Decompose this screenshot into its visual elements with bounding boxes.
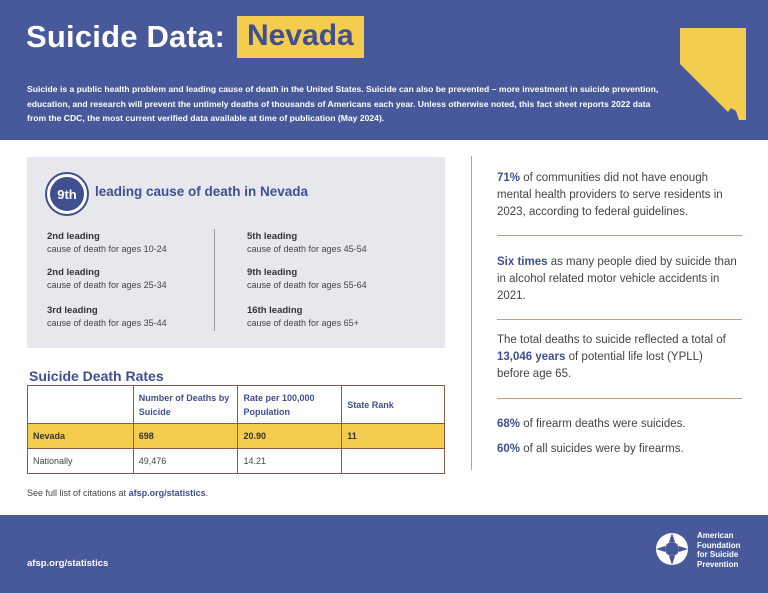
age-rank-desc: cause of death for ages 10-24 xyxy=(47,244,167,254)
stat-highlight: 60% xyxy=(497,443,521,455)
stat-divider xyxy=(497,398,742,399)
logo-line: Foundation xyxy=(697,540,741,550)
table-cell: 14.21 xyxy=(238,449,342,474)
age-rank-label: 9th leading xyxy=(247,267,298,278)
rates-title: Suicide Death Rates xyxy=(29,368,164,384)
table-header-row xyxy=(28,386,445,424)
citation-link[interactable]: afsp.org/statistics xyxy=(128,488,206,498)
age-rank-item xyxy=(247,304,417,330)
stat-text: of communities did not have enough mental health providers to serve residents in 2023, according to federal guidelines. xyxy=(497,172,723,218)
age-rank-label: 16th leading xyxy=(247,305,303,316)
table-cell: 49,476 xyxy=(133,449,238,474)
stat-text: of firearm deaths were suicides. xyxy=(520,418,686,430)
table-row-nationally xyxy=(28,449,445,474)
stat-highlight: 68% xyxy=(497,418,521,430)
age-rank-label: 3rd leading xyxy=(47,305,98,316)
afsp-logo-text xyxy=(697,531,741,569)
logo-line: for Suicide xyxy=(697,550,739,559)
rank-circle: 9th xyxy=(47,174,87,214)
rank-heading: leading cause of death in Nevada xyxy=(95,184,309,199)
intro-paragraph: Suicide is a public health problem and leading cause of death in the United States. Suicide can also be prevented – more investment in suicide prevention, education, and research will prevent the untimely deaths of thousands of Americans each year. Unless otherwise noted, this fact sheet reports 2022 data from the CDC, the most current verified data available at time of publication (May 2024). xyxy=(27,84,659,123)
table-header-cell xyxy=(28,386,134,424)
table-cell: 698 xyxy=(133,424,238,449)
table-cell: 20.90 xyxy=(238,424,342,449)
age-rank-desc: cause of death for ages 45-54 xyxy=(247,244,367,254)
stat-text: The total deaths to suicide reflected a total of xyxy=(497,334,726,346)
citation-note xyxy=(27,488,208,498)
age-rank-desc: cause of death for ages 65+ xyxy=(247,318,359,328)
age-rank-label: 2nd leading xyxy=(47,267,100,278)
state-name-badge: Nevada xyxy=(237,16,364,58)
age-rank-item xyxy=(247,266,417,292)
rates-table xyxy=(27,385,445,474)
stat-highlight: 13,046 years xyxy=(497,351,566,363)
stat-text: as many people died by suicide than in alcohol related motor vehicle accidents in 2021. xyxy=(497,256,737,302)
afsp-logo-icon xyxy=(654,531,690,567)
stat-highlight: Six times xyxy=(497,256,548,268)
age-rank-label: 5th leading xyxy=(247,231,298,242)
citation-prefix: See full list of citations at xyxy=(27,488,129,498)
title-row xyxy=(26,16,364,58)
age-rank-desc: cause of death for ages 25-34 xyxy=(47,280,167,290)
stat-highlight: 71% xyxy=(497,172,521,184)
table-cell xyxy=(342,449,445,474)
stat-firearm-deaths xyxy=(497,416,737,433)
vertical-divider xyxy=(471,156,472,470)
stat-divider xyxy=(497,235,742,236)
table-cell: Nevada xyxy=(28,424,134,449)
age-rank-item xyxy=(47,230,217,256)
stat-text: of potential life lost (YPLL) before age 65. xyxy=(497,351,703,380)
age-rank-desc: cause of death for ages 35-44 xyxy=(47,318,167,328)
column-divider xyxy=(214,229,215,331)
table-header-cell: Number of Deaths by Suicide xyxy=(133,386,238,424)
age-rank-item xyxy=(47,266,217,292)
logo-line: American xyxy=(697,531,734,540)
age-rank-label: 2nd leading xyxy=(47,231,100,242)
footer-banner xyxy=(0,515,768,593)
table-header-cell: Rate per 100,000 Population xyxy=(238,386,342,424)
stat-six-times xyxy=(497,254,737,305)
table-cell: 11 xyxy=(342,424,445,449)
table-cell: Nationally xyxy=(28,449,134,474)
age-rank-item xyxy=(47,304,217,330)
leading-cause-panel xyxy=(27,157,445,348)
stat-text: of all suicides were by firearms. xyxy=(520,443,684,455)
stat-providers xyxy=(497,170,737,221)
page-title: Suicide Data: xyxy=(26,19,225,54)
stat-divider xyxy=(497,319,742,320)
table-row-nevada xyxy=(28,424,445,449)
stat-firearm-suicides xyxy=(497,441,737,458)
stat-ypll xyxy=(497,332,737,383)
age-rank-desc: cause of death for ages 55-64 xyxy=(247,280,367,290)
age-rank-item xyxy=(247,230,417,256)
nevada-state-shape-icon xyxy=(676,22,748,122)
logo-line: Prevention xyxy=(697,559,739,569)
citation-suffix: . xyxy=(205,488,209,498)
header-banner xyxy=(0,0,768,140)
footer-url-link[interactable]: afsp.org/statistics xyxy=(27,558,109,569)
table-header-cell: State Rank xyxy=(342,386,445,424)
